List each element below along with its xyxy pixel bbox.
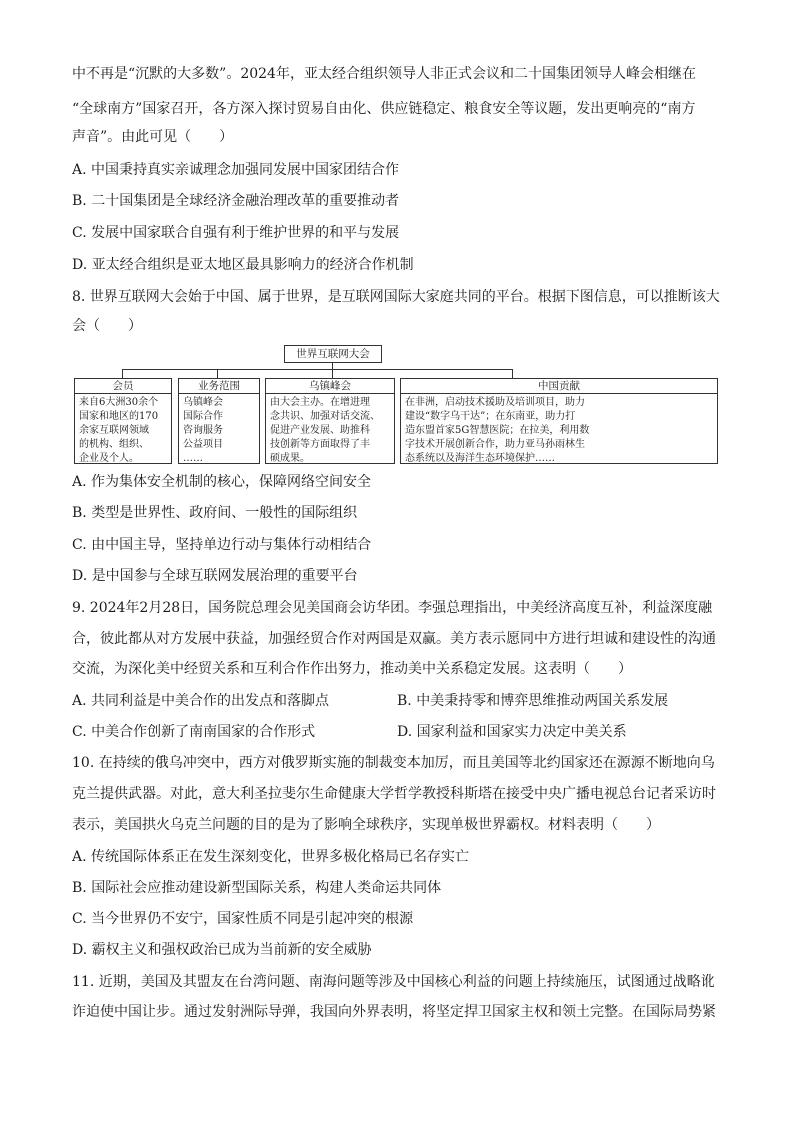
diagram-box-body: 来自6大洲30余个 国家和地区的170 余家互联网领域 的机构、组织、 企业及个人。 [79,397,159,464]
diagram-root-box: 世界互联网大会 [284,345,382,363]
q8-option-d: D. 是中国参与全球互联网发展治理的重要平台 [72,568,358,584]
q7-option-c: C. 发展中国家联合自强有利于维护世界的和平与发展 [72,225,400,241]
q9-option-a: A. 共同利益是中美合作的出发点和落脚点 [72,693,330,709]
diagram-box-business-scope [178,378,260,464]
q10-stem-line-1: 10. 在持续的俄乌冲突中，西方对俄罗斯实施的制裁变本加厉，而且美国等北约国家还在源源不断地向乌 [72,755,715,771]
q9-stem-line-3: 交流，为深化美中经贸关系和互利合作作出努力，推动美中关系稳定发展。这表明（ ） [72,661,632,677]
q7-option-b: B. 二十国集团是全球经济金融治理改革的重要推动者 [72,193,400,209]
q8-option-a: A. 作为集体安全机制的核心，保障网络空间安全 [72,474,372,490]
q9-option-d: D. 国家利益和国家实力决定中美关系 [397,724,627,740]
q7-stem-line-3: 声音”。由此可见（ ） [72,129,234,145]
q10-option-d: D. 霸权主义和强权政治已成为当前新的安全威胁 [72,942,372,958]
q9-option-c: C. 中美合作创新了南南国家的合作形式 [72,724,316,740]
q8-option-c: C. 由中国主导，坚持单边行动与集体行动相结合 [72,537,372,553]
diagram-box-body: 由大会主办。在增进理 念共识、加强对话交流、 促进产业发展、助推科 技创新等方面取得了丰 硕成果。 [270,397,380,464]
diagram-box-header: 业务范围 [179,379,259,394]
internet-conference-diagram [72,340,722,465]
diagram-box-header: 中国贡献 [401,379,717,394]
q8-stem-line-1: 8. 世界互联网大会始于中国、属于世界，是互联网国际大家庭共同的平台。根据下图信息，可以推断该大 [72,289,720,305]
q7-stem-line-2: “全球南方”国家召开，各方深入探讨贸易自由化、供应链稳定、粮食安全等议题，发出更响亮的“南方 [72,101,696,117]
connector-drop-1 [122,369,123,378]
q9-stem-line-2: 合，彼此都从对方发展中获益，加强经贸合作对两国是双赢。美方表示愿同中方进行坦诚和建设性的沟通 [72,631,716,647]
connector-drop-4 [512,369,513,378]
diagram-box-body: 乌镇峰会 国际合作 咨询服务 公益项目 …… [183,397,223,464]
connector-horizontal [122,369,512,370]
diagram-box-members [74,378,172,464]
diagram-box-body: 在非洲，启动技术援助及培训项目，助力 建设“数字乌干达”；在东南亚，助力打 造东盟首家5G智慧医院；在拉美，利用数 字技术开展创新合作，助力亚马孙雨林生 态系统以及海洋生态环境保护…… [405,397,590,464]
q8-option-b: B. 类型是世界性、政府间、一般性的国际组织 [72,505,358,521]
connector-drop-3 [332,369,333,378]
q11-stem-line-1: 11. 近期，美国及其盟友在台湾问题、南海问题等涉及中国核心利益的问题上持续施压，试图通过战略讹 [72,974,715,990]
q7-stem-line-1: 中不再是“沉默的大多数”。2024年，亚太经合组织领导人非正式会议和二十国集团领导人峰会相继在 [72,66,696,82]
q10-option-b: B. 国际社会应推动建设新型国际关系，构建人类命运共同体 [72,880,442,896]
q7-option-d: D. 亚太经合组织是亚太地区最具影响力的经济合作机制 [72,257,414,273]
q10-stem-line-3: 表示，美国拱火乌克兰问题的目的是为了影响全球秩序，实现单极世界霸权。材料表明（ ） [72,817,660,833]
q8-stem-line-2: 会（ ） [72,318,142,334]
q10-option-a: A. 传统国际体系正在发生深刻变化，世界多极化格局已名存实亡 [72,849,470,865]
connector-drop-2 [217,369,218,378]
diagram-box-wuzhen-summit [265,378,395,464]
diagram-box-header: 乌镇峰会 [266,379,394,394]
q9-option-b: B. 中美秉持零和博弈思维推动两国关系发展 [397,693,669,709]
q10-option-c: C. 当今世界仍不安宁，国家性质不同是引起冲突的根源 [72,911,414,927]
q7-option-a: A. 中国秉持真实亲诚理念加强同发展中国家团结合作 [72,162,400,178]
diagram-box-china-contribution [400,378,718,464]
q9-stem-line-1: 9. 2024年2月28日，国务院总理会见美国商会访华团。李强总理指出，中美经济高度互补，利益深度融 [72,600,713,616]
connector-vertical [332,362,333,369]
q10-stem-line-2: 克兰提供武器。对此，意大利圣拉斐尔生命健康大学哲学教授科斯塔在接受中央广播电视总台记者采访时 [72,786,716,802]
diagram-box-header: 会员 [75,379,171,394]
q11-stem-line-2: 诈迫使中国让步。通过发射洲际导弹，我国向外界表明，将坚定捍卫国家主权和领土完整。在国际局势紧 [72,1004,716,1020]
